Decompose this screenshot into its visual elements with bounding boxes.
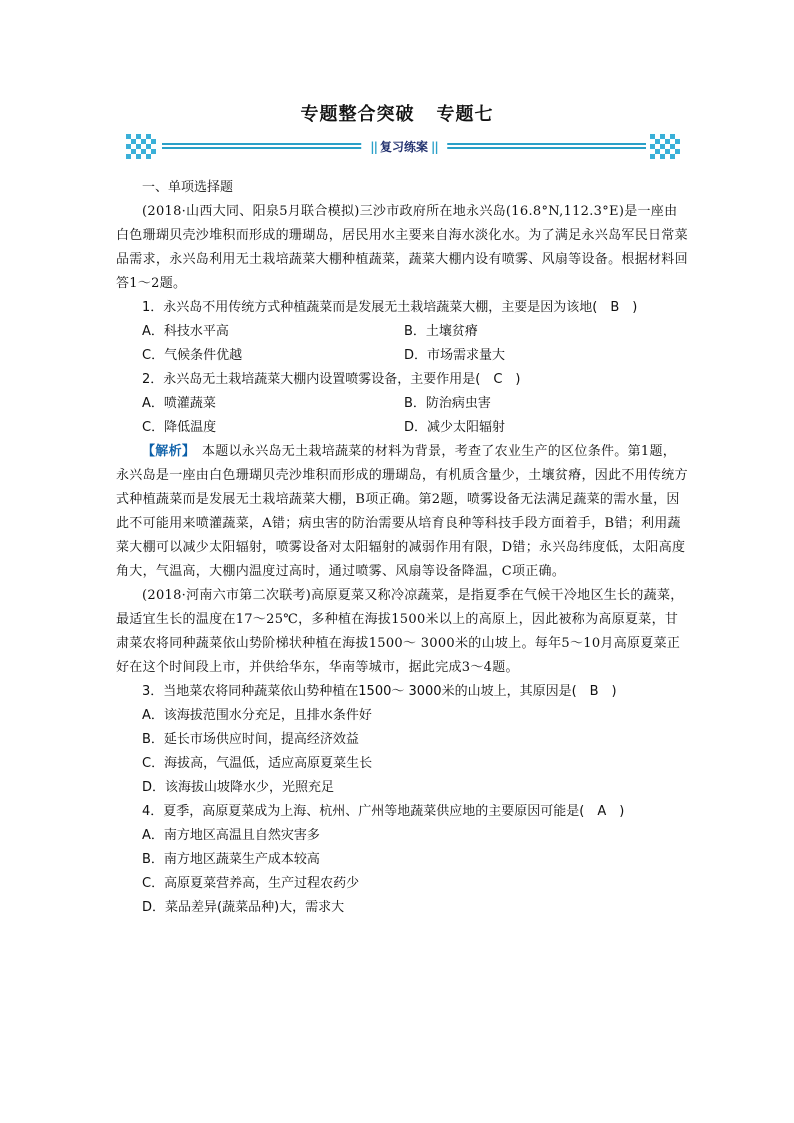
question-2-option-a: A．喷灌蔬菜: [142, 396, 216, 411]
checker-pattern-right-icon: [650, 134, 682, 160]
checker-pattern-left-icon: [126, 134, 158, 160]
question-3-option-a: A．该海拔范围水分充足，且排水条件好: [142, 708, 372, 723]
question-4-option-b: B．南方地区蔬菜生产成本较高: [142, 852, 320, 867]
question-1-option-a: A．科技水平高: [142, 324, 229, 339]
question-1-options-row-2: [116, 344, 688, 368]
analysis-paragraph: [116, 440, 688, 584]
question-3-option-d: D．该海拔山坡降水少，光照充足: [142, 780, 335, 795]
banner-bars-left-icon: ||: [370, 140, 377, 154]
question-4-stem: 4．夏季，高原夏菜成为上海、杭州、广州等地蔬菜供应地的主要原因可能是( A ): [142, 804, 625, 819]
question-1-option-c: C．气候条件优越: [142, 348, 243, 363]
banner-bars-right-icon: ||: [431, 140, 438, 154]
question-3-option-b: B．延长市场供应时间，提高经济效益: [142, 732, 359, 747]
section-heading: 一、单项选择题: [142, 180, 234, 195]
material-paragraph-2: (2018·河南六市第二次联考)高原夏菜又称冷凉蔬菜，是指夏季在气候干冷地区生长的蔬菜，最适宜生长的温度在17～25℃，多种植在海拔1500米以上的高原上，因此被称为高原夏菜，甘肃菜农将同种蔬菜依山势阶梯状种植在海拔1500～ 3000米的山坡上。每年5～10月高原夏菜正好在这个时间段上市，并供给华东，华南等城市，据此完成3～4题。: [116, 588, 684, 675]
question-2-stem: 2．永兴岛无土栽培蔬菜大棚内设置喷雾设备，主要作用是( C ): [142, 372, 521, 387]
section-banner: [126, 134, 682, 160]
question-2-option-b: B．防治病虫害: [404, 396, 491, 411]
title-topic: 专题七: [436, 104, 494, 125]
question-3-option-c: C．海拔高，气温低，适应高原夏菜生长: [142, 756, 373, 771]
question-1-stem: 1．永兴岛不用传统方式种植蔬菜而是发展无土栽培蔬菜大棚，主要是因为该地( B ): [142, 300, 638, 315]
question-4-option-c: C．高原夏菜营养高，生产过程农药少: [142, 876, 360, 891]
banner-label: [361, 140, 447, 154]
question-1-options-row-1: [116, 320, 688, 344]
question-2-option-c: C．降低温度: [142, 420, 217, 435]
question-1-option-b: B．土壤贫瘠: [404, 324, 478, 339]
material-paragraph-1: (2018·山西大同、阳泉5月联合模拟)三沙市政府所在地永兴岛(16.8°N,112.3°E)是一座由白色珊瑚贝壳沙堆积而形成的珊瑚岛，居民用水主要来自海水淡化水。为了满足永兴岛军民日常菜品需求，永兴岛利用无土栽培蔬菜大棚种植蔬菜，蔬菜大棚内设有喷雾、风扇等设备。根据材料回答1～2题。: [116, 204, 688, 291]
page-title: [0, 100, 794, 126]
question-2-options-row-2: [116, 416, 688, 440]
question-4-option-d: D．菜品差异(蔬菜品种)大，需求大: [142, 900, 345, 915]
question-2-option-d: D．减少太阳辐射: [404, 420, 506, 435]
analysis-tag: 【解析】: [142, 444, 189, 459]
document-body: [116, 176, 688, 920]
question-2-options-row-1: [116, 392, 688, 416]
question-1-option-d: D．市场需求量大: [404, 348, 506, 363]
question-3-stem: 3．当地菜农将同种蔬菜依山势种植在1500～ 3000米的山坡上，其原因是( B ): [142, 684, 617, 699]
analysis-text: 本题以永兴岛无土栽培蔬菜的材料为背景，考查了农业生产的区位条件。第1题，永兴岛是一座由白色珊瑚贝壳沙堆积而形成的珊瑚岛，有机质含量少，土壤贫瘠，因此不用传统方式种植蔬菜而是发展无土栽培蔬菜大棚，B项正确。第2题，喷雾设备无法满足蔬菜的需水量，因此不可能用来喷灌蔬菜，A错；病虫害的防治需要从培育良种等科技手段方面着手，B错；利用蔬菜大棚可以减少太阳辐射，喷雾设备对太阳辐射的减弱作用有限，D错；永兴岛纬度低，太阳高度角大，气温高，大棚内温度过高时，通过喷雾、风扇等设备降温，C项正确。: [116, 444, 688, 579]
question-4-option-a: A．南方地区高温且自然灾害多: [142, 828, 320, 843]
title-main: 专题整合突破: [300, 104, 415, 125]
banner-label-text: 复习练案: [379, 140, 429, 154]
